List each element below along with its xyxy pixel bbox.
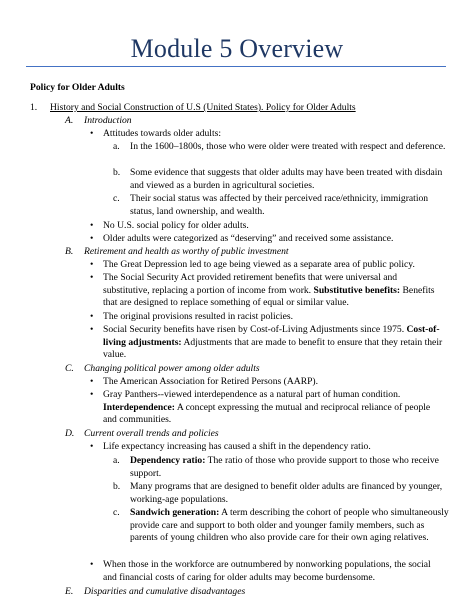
- subsection-letter: A.: [65, 115, 74, 126]
- definition-text: Adjustments that are made to benefit to ensure that they retain their value.: [103, 336, 443, 361]
- subsection-title: Introduction: [84, 115, 132, 126]
- section-heading: Policy for Older Adults: [30, 82, 125, 93]
- title-divider: [26, 66, 446, 67]
- bullet-item: [90, 259, 445, 272]
- subsection-title: Current overall trends and policies: [84, 428, 219, 439]
- outline-item-text: History and Social Construction of U.S (United States). Policy for Older Adults: [50, 102, 356, 113]
- term-sandwich-generation: Sandwich generation:: [130, 507, 220, 518]
- bullet-text: When those in the workforce are outnumbered by nonworking populations, the social and financial costs of caring for older adults may become burdensome.: [103, 559, 431, 583]
- sub-item-label: b.: [113, 167, 121, 178]
- sub-item-text: Their social status was affected by their perceived race/ethnicity, immigration status, land ownership, and wealth.: [130, 193, 429, 217]
- bullet-text: Gray Panthers--viewed interdependence as a natural part of human condition.: [103, 389, 401, 400]
- sub-item: [113, 193, 450, 218]
- sub-item-label: a.: [113, 455, 120, 466]
- bullet-icon: •: [90, 272, 94, 283]
- subsection-title: Retirement and health as worthy of public investment: [84, 246, 289, 257]
- sub-item: [113, 455, 450, 480]
- bullet-text: Attitudes towards older adults:: [103, 128, 222, 139]
- bullet-text: Social Security benefits have risen by Cost-of-Living Adjustments since 1975.: [103, 324, 405, 335]
- sub-item-text: In the 1600–1800s, those who were older were treated with respect and deference.: [130, 141, 446, 152]
- bullet-text: The American Association for Retired Persons (AARP).: [103, 376, 319, 387]
- bullet-icon: •: [90, 220, 94, 231]
- bullet-item: [90, 441, 445, 454]
- definition-text: The ratio of those who provide support to those who receive support.: [130, 455, 439, 479]
- outline-number: 1.: [30, 102, 38, 113]
- definition-text: A concept expressing the mutual and reciprocal reliance of people and communities.: [103, 401, 431, 426]
- bullet-item: [90, 311, 445, 324]
- bullet-text: No U.S. social policy for older adults.: [103, 220, 249, 231]
- bullet-item: [90, 220, 445, 233]
- bullet-icon: •: [90, 389, 94, 400]
- bullet-icon: •: [90, 311, 94, 322]
- subsection-b-heading: [65, 246, 289, 259]
- sub-item: [113, 167, 450, 192]
- bullet-item: [90, 128, 445, 141]
- sub-item-label: b.: [113, 481, 121, 492]
- bullet-icon: •: [90, 128, 94, 139]
- bullet-icon: •: [90, 559, 94, 570]
- definition-text: A term describing the cohort of people who simultaneously provide care and support to both older and younger family members, such as parents of young children who also provide care for their own aging relatives.: [130, 507, 449, 544]
- term-dependency-ratio: Dependency ratio:: [130, 455, 206, 466]
- bullet-item: [90, 376, 445, 389]
- subsection-title: Changing political power among older adults: [84, 363, 260, 374]
- page-title: Module 5 Overview: [130, 34, 344, 63]
- bullet-text: The Great Depression led to age being viewed as a separate area of public policy.: [103, 259, 415, 270]
- bullet-item: [90, 559, 445, 584]
- sub-item-label: a.: [113, 141, 120, 152]
- term-substitutive-benefits: Substitutive benefits:: [313, 284, 401, 296]
- bullet-icon: •: [90, 324, 94, 335]
- sub-item-label: c.: [113, 193, 120, 204]
- bullet-item: [90, 272, 445, 310]
- subsection-letter: C.: [65, 363, 74, 374]
- bullet-text: Life expectancy increasing has caused a shift in the dependency ratio.: [103, 441, 371, 452]
- subsection-e-heading: [65, 586, 245, 599]
- definition-text: Benefits that are designed to replace something of equal or similar value.: [103, 284, 435, 309]
- bullet-text: The original provisions resulted in racist policies.: [103, 311, 293, 322]
- subsection-a-heading: [65, 115, 132, 128]
- sub-item-text: Some evidence that suggests that older adults may have been treated with disdain and viewed as a burden in agricultural societies.: [130, 167, 443, 191]
- sub-item-label: c.: [113, 507, 120, 518]
- subsection-c-heading: [65, 363, 260, 376]
- sub-item: [113, 481, 450, 506]
- bullet-item: [90, 389, 445, 427]
- sub-item: [113, 507, 450, 545]
- bullet-item: [90, 324, 445, 362]
- bullet-text: The Social Security Act provided retirement benefits that were universal and substitutive, replacing a portion of income from work.: [103, 272, 398, 296]
- sub-item-text: Many programs that are designed to benefit older adults are financed by younger, working-age populations.: [130, 481, 443, 505]
- subsection-letter: E.: [65, 586, 74, 597]
- subsection-d-heading: [65, 428, 219, 441]
- subsection-letter: B.: [65, 246, 74, 257]
- bullet-item: [90, 233, 445, 246]
- bullet-icon: •: [90, 233, 94, 244]
- bullet-icon: •: [90, 441, 94, 452]
- term-interdependence: Interdependence:: [103, 401, 175, 413]
- subsection-title: Disparities and cumulative disadvantages: [84, 586, 246, 597]
- term-cost-of-living-adjustments: Cost-of-living adjustments:: [103, 324, 440, 348]
- bullet-icon: •: [90, 376, 94, 387]
- subsection-letter: D.: [65, 428, 75, 439]
- sub-item: [113, 141, 450, 154]
- bullet-text: Older adults were categorized as “deserving” and received some assistance.: [103, 233, 394, 244]
- bullet-icon: •: [90, 259, 94, 270]
